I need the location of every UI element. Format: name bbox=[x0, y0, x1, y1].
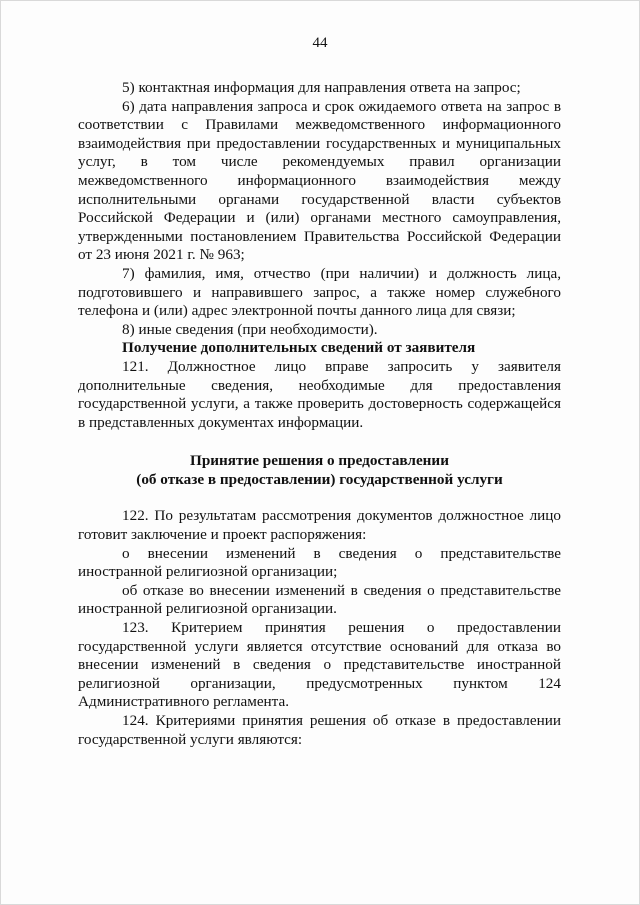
paragraph-123: 123. Критерием принятия решения о предоставлении государственной услуги является отсутствие оснований для отказа во внесении изменений в сведения о представительстве иностранной религиозной организации, предусмотренных пунктом 124 Административного регламента. bbox=[78, 619, 561, 711]
paragraph-122-option-refuse: об отказе во внесении изменений в сведения о представительстве иностранной религиозной организации. bbox=[78, 581, 561, 618]
paragraph-122-option-amend: о внесении изменений в сведения о представительстве иностранной религиозной организации; bbox=[78, 544, 561, 581]
paragraph-item-5: 5) контактная информация для направления ответа на запрос; bbox=[122, 79, 521, 96]
section-heading-additional-info: Получение дополнительных сведений от заявителя bbox=[122, 339, 476, 357]
paragraph-item-6: 6) дата направления запроса и срок ожидаемого ответа на запрос в соответствии с Правилами межведомственного информационного взаимодействия при предоставлении государственных и муниципальных услуг, в том числе рекомендуемых правил организации межведомственного информационного взаимодействия между исполнительными органами государственной власти субъектов Российской Федерации и (или) органами местного самоуправления, утвержденными постановлением Правительства Российской Федерации от 23 июня 2021 г. № 963; bbox=[78, 97, 561, 264]
section-heading-decision-line1: Принятие решения о предоставлении bbox=[190, 452, 449, 470]
page-number: 44 bbox=[312, 35, 328, 51]
section-heading-decision bbox=[78, 452, 561, 489]
paragraph-124: 124. Критериями принятия решения об отказе в предоставлении государственной услуги являются: bbox=[78, 712, 561, 748]
document-body bbox=[78, 79, 561, 749]
paragraph-122: 122. По результатам рассмотрения документов должностное лицо готовит заключение и проект распоряжения: bbox=[78, 507, 561, 544]
paragraph-item-7: 7) фамилия, имя, отчество (при наличии) и должность лица, подготовившего и направившего запрос, а также номер служебного телефона и (или) адрес электронной почты данного лица для связи; bbox=[78, 264, 561, 320]
section-heading-decision-line2: (об отказе в предоставлении) государственной услуги bbox=[136, 470, 503, 488]
paragraph-121: 121. Должностное лицо вправе запросить у заявителя дополнительные сведения, необходимые для предоставления государственной услуги, а также проверить достоверность содержащейся в представленных документах информации. bbox=[78, 357, 561, 431]
paragraph-item-8: 8) иные сведения (при необходимости). bbox=[122, 320, 378, 338]
